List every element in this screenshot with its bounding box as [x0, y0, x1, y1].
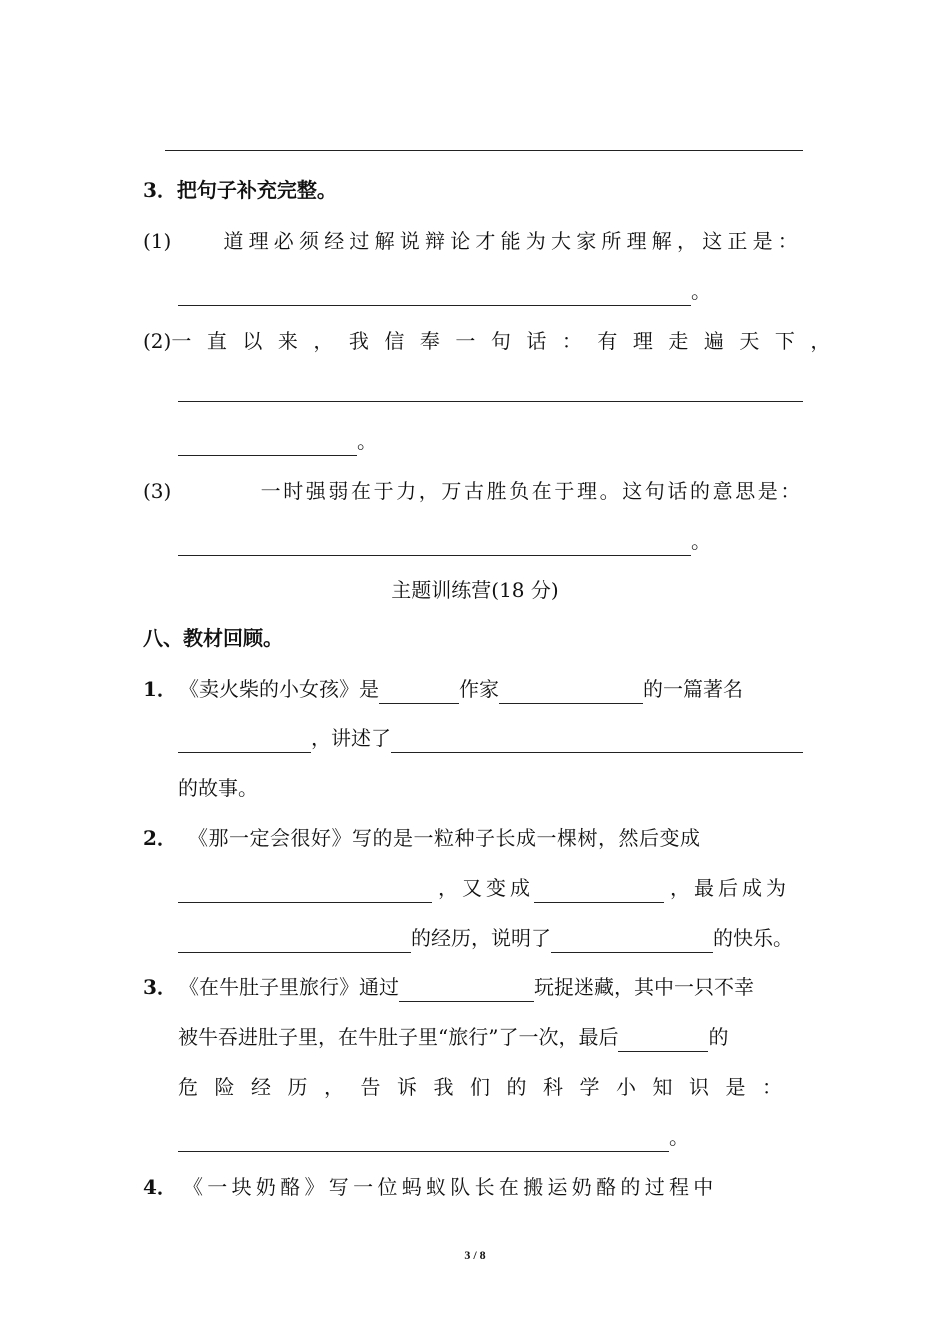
item-3 [143, 972, 754, 1002]
item-2 [143, 823, 701, 853]
item-text: 作家 [459, 677, 499, 701]
answer-row [178, 426, 377, 456]
answer-blank[interactable] [178, 928, 411, 953]
answer-blank[interactable] [178, 1127, 669, 1152]
item-number: 2． [143, 826, 177, 850]
item-text: ，最后成为 [670, 876, 790, 900]
item-text: ，又变成 [438, 876, 534, 900]
answer-blank[interactable] [178, 531, 691, 556]
item-4 [143, 1172, 718, 1202]
item-text: 《在牛肚子里旅行》通过 [179, 975, 399, 999]
period: 。 [357, 429, 377, 453]
question-part-2 [143, 326, 846, 356]
answer-blank[interactable] [399, 977, 534, 1002]
question-part-1 [143, 226, 803, 256]
answer-blank[interactable] [178, 728, 311, 753]
item-text: 《卖火柴的小女孩》是 [179, 677, 379, 701]
section-title: 主题训练营(18 分) [391, 578, 559, 602]
item-text: 被牛吞进肚子里，在牛肚子里“旅行”了一次，最后 [178, 1025, 619, 1049]
period: 。 [669, 1125, 689, 1149]
answer-blank[interactable] [534, 878, 664, 903]
item-text: 《那一定会很好》写的是一粒种子长成一棵树，然后变成 [188, 826, 701, 850]
period: 。 [691, 529, 711, 553]
part-number: (3) [143, 479, 172, 503]
answer-line [165, 150, 803, 151]
item-1-line-3: 的故事。 [178, 776, 258, 800]
answer-blank[interactable] [178, 878, 432, 903]
answer-blank[interactable] [551, 928, 713, 953]
part-number: (2) [143, 329, 172, 353]
answer-blank[interactable] [499, 679, 643, 704]
item-2-line-3 [178, 923, 793, 953]
item-number: 1． [143, 677, 177, 701]
item-text: 的 [708, 1025, 729, 1049]
answer-blank[interactable] [178, 431, 357, 456]
item-1-line-2 [178, 723, 803, 753]
part-text: 一时强弱在于力，万古胜负在于理。这句话的意思是： [260, 479, 803, 503]
answer-blank[interactable] [379, 679, 459, 704]
item-text: 的经历，说明了 [411, 926, 551, 950]
question-part-3 [143, 476, 803, 506]
question-title: 3．把句子补充完整。 [143, 178, 337, 202]
item-number: 4． [143, 1175, 177, 1199]
answer-blank[interactable] [178, 401, 803, 402]
item-3-line-2 [178, 1022, 728, 1052]
item-text: 的一篇著名 [643, 677, 743, 701]
part-text: 道理必须经过解说辩论才能为大家所理解，这正是： [223, 229, 803, 253]
item-text: 的快乐。 [713, 926, 793, 950]
answer-blank[interactable] [178, 281, 691, 306]
item-text: 《一块奶酪》写一位蚂蚁队长在搬运奶酪的过程中 [183, 1175, 718, 1199]
answer-blank[interactable] [391, 728, 803, 753]
period: 。 [691, 279, 711, 303]
answer-row [178, 526, 711, 556]
item-3-line-4 [178, 1122, 689, 1152]
part-text: 一直以来，我信奉一句话：有理走遍天下， [171, 329, 846, 353]
item-1 [143, 674, 743, 704]
part-number: (1) [143, 229, 172, 253]
answer-blank[interactable] [618, 1027, 708, 1052]
item-number: 3． [143, 975, 177, 999]
item-3-line-3: 危险经历，告诉我们的科学小知识是： [178, 1075, 799, 1099]
page-number: 3 / 8 [464, 1248, 486, 1262]
item-text: ，讲述了 [311, 726, 391, 750]
section-heading: 八、教材回顾。 [143, 626, 283, 650]
answer-row [178, 276, 711, 306]
item-2-line-2 [178, 873, 790, 903]
item-text: 玩捉迷藏，其中一只不幸 [534, 975, 754, 999]
